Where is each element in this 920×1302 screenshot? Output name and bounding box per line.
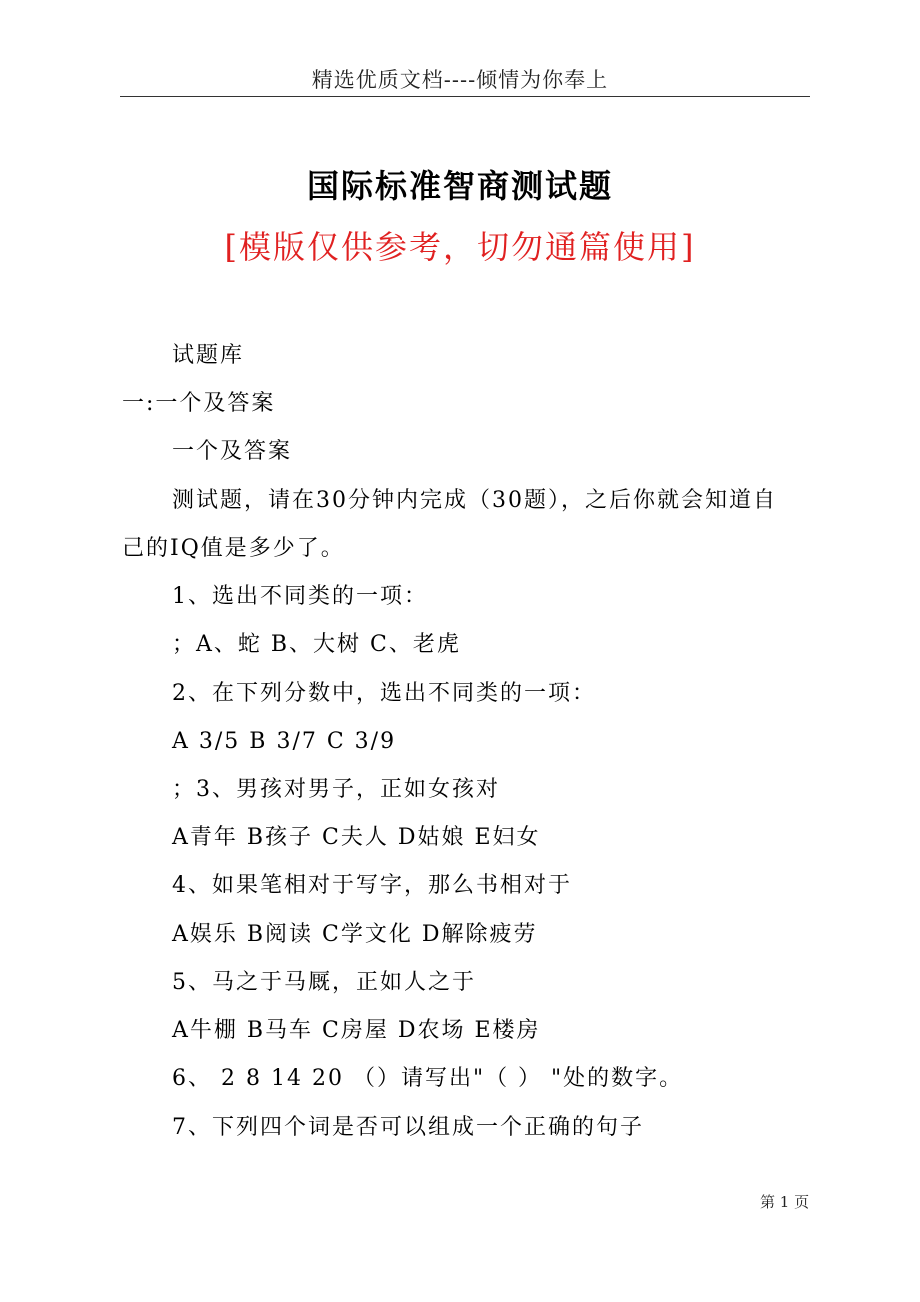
question-7: 7、下列四个词是否可以组成一个正确的句子: [172, 1115, 644, 1140]
intro-paragraph-line-2: 己的IQ值是多少了。: [122, 536, 345, 561]
question-1-options: ；A、蛇 B、大树 C、老虎: [172, 632, 461, 657]
question-3: ；3、男孩对男子，正如女孩对: [172, 777, 500, 802]
question-2: 2、在下列分数中，选出不同类的一项：: [172, 681, 596, 706]
question-3-options: A青年 B孩子 C夫人 D姑娘 E妇女: [172, 825, 541, 850]
document-subtitle: [模版仅供参考，切勿通篇使用]: [224, 228, 696, 266]
page-number: 第 1 页: [760, 1193, 810, 1211]
question-4-options: A娱乐 B阅读 C学文化 D解除疲劳: [172, 922, 538, 947]
section-label: 试题库: [172, 343, 245, 368]
subheading: 一个及答案: [172, 439, 293, 464]
question-6: 6、 2 8 14 20 （）请写出"（ ） "处的数字。: [172, 1066, 684, 1091]
header-divider: [120, 96, 810, 97]
question-5: 5、马之于马厩，正如人之于: [172, 970, 476, 995]
header-text: 精选优质文档----倾情为你奉上: [311, 68, 609, 92]
question-1: 1、选出不同类的一项：: [172, 584, 428, 609]
document-title: 国际标准智商测试题: [306, 167, 613, 205]
intro-paragraph-line-1: 测试题，请在30分钟内完成（30题），之后你就会知道自: [172, 488, 777, 513]
question-4: 4、如果笔相对于写字，那么书相对于: [172, 873, 572, 898]
question-5-options: A牛棚 B马车 C房屋 D农场 E楼房: [172, 1018, 541, 1043]
question-2-options: A 3/5 B 3/7 C 3/9: [172, 729, 397, 754]
section-heading: 一:一个及答案: [122, 391, 276, 416]
